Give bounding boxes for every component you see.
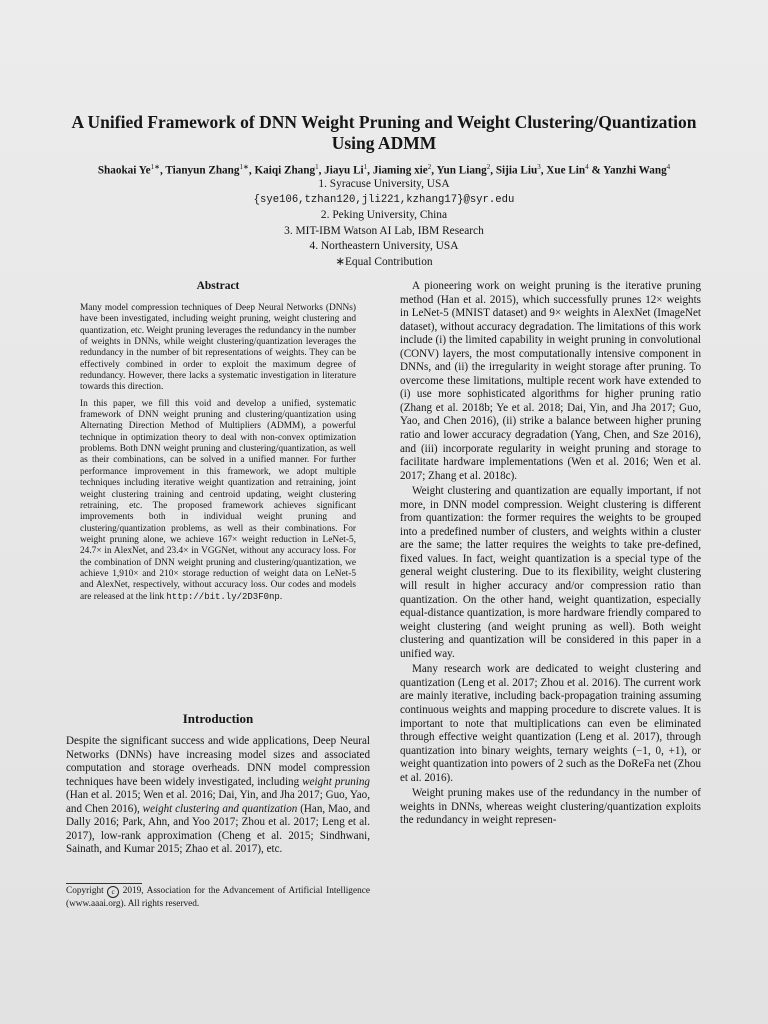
right-paragraph-2: Weight clustering and quantization are equally important, if not more, in DNN model compression. Weight clustering is different from quantization: the former requires the weights to be grouped into a predefined number of clusters, and weights within a cluster are the same; the latter requires the weights to take pre-defined, fixed values. In fact, weight quantization is a special type of the general weight clustering. Due to its flexibility, weight clustering will result in higher accuracy and/or compression ratio than quantization. On the other hand, weight quantization, especially equal-distance quantization, is more hardware friendly compared to weight clustering (and weight pruning as well). Both weight clustering and quantization will be considered in this paper in a unified way. [400, 485, 701, 660]
abstract-end-period: . [279, 591, 283, 602]
author-name: Tianyun Zhang [165, 164, 240, 177]
author-name: Sijia Liu [495, 164, 538, 177]
author-name: Xue Lin [546, 164, 586, 177]
affiliation-northeastern: 4. Northeastern University, USA [309, 240, 459, 252]
author-mark: 4 [585, 163, 589, 171]
author-mark: 2 [427, 163, 432, 171]
abstract-heading: Abstract [196, 280, 240, 292]
right-paragraph-1: A pioneering work on weight pruning is the iterative pruning method (Han et al. 2015), which successfully prunes 12× weights in LeNet-5 (MNIST dataset) and 9× weights in AlexNet (ImageNet dataset), without accuracy degradation. The limitations of this work include (i) the limited capability in weight pruning in convolutional (CONV) layers, the most computationally intensive component in DNNs, and (ii) the irregularity in weight storage after pruning. To overcome these limitations, multiple recent work have extended to (i) use more sophisticated algorithms for higher pruning ratio (Zhang et al. 2018b; Ye et al. 2018; Dai, Yin, and Jha 2017; Guo, Yao, and Chen 2016), (ii) strike a balance between higher pruning ratio and lower accuracy degradation (Yang, Chen, and Sze 2016), and (iii) incorporate regularity in weight pruning and storage to facilitate hardware implementations (Wen et al. 2016; Wen et al. 2017; Zhang et al. 2018c). [400, 280, 701, 482]
author-emails: {sye106,tzhan120,jli221,kzhang17}@syr.edu [253, 193, 515, 206]
equal-contribution-note: ∗Equal Contribution [335, 255, 433, 268]
author-mark: 2 [486, 163, 491, 171]
footnote-divider [66, 883, 142, 884]
intro-text-3: (Han, Mao, and Dally 2016; Park, Ahn, and Yoo 2017; Zhou et al. 2017; Leng et al. 2017), low-rank approximation (Cheng et al. 2015; Sindhwani, Sainath, and Kumar 2015; Zhao et al. 2017), etc. [66, 802, 370, 855]
author-mark: 1∗ [239, 163, 249, 171]
copyright-text: 2019, Association for the Advancement of Artificial Intelligence (www.aaai.org). All rights reserved. [66, 886, 370, 909]
author-mark: 1∗ [150, 163, 160, 171]
introduction-heading: Introduction [182, 711, 254, 726]
intro-emphasis-clustering: weight clustering and quantization [142, 802, 298, 815]
author-mark: 3 [537, 163, 541, 171]
author-list: Shaokai $Ye^{1∗}$, Tianyun Zhang$^{1∗}$, Kaiqi Zhang$^1$, Jiayu Li$^1$, Jiaming xie$^2$, Yun Liang$^2$, Sijia Liu$^3$, Xue Lin$^4$ & Yanzhi Wang$^4$ [97, 163, 671, 177]
author-name: Jiaming xie [372, 164, 428, 177]
code-release-link[interactable]: http://bit.ly/2D3F0np [166, 591, 280, 602]
right-column-body [400, 280, 701, 830]
intro-emphasis-pruning: weight pruning [302, 775, 370, 788]
copyright-prefix: Copyright [66, 886, 108, 896]
intro-text-1: Despite the significant success and wide applications, Deep Neural Networks (DNNs) have increasing model sizes and associated computation and storage overheads. DNN model compression techniques have been widely investigated, including [66, 735, 370, 788]
affiliation-mit-ibm: 3. MIT-IBM Watson AI Lab, IBM Research [284, 224, 484, 237]
copyright-icon: c [107, 886, 119, 898]
intro-text-2: (Han et al. 2015; Wen et al. 2016; Dai, Yin, and Jha 2017; Guo, Yao, and Chen 2016), [66, 789, 370, 815]
affiliation-syracuse: 1. Syracuse University, USA [318, 178, 450, 190]
author-mark: 1 [315, 163, 319, 171]
abstract-paragraph-1: Many model compression techniques of Deep Neural Networks (DNNs) have been investigated, including weight pruning, weight clustering and quantization, etc. Weight pruning leverages the redundancy in the number of weights in DNNs, while weight clustering/quantization leverages the redundancy in the number of bit representations of weights. They can be effectively combined in order to exploit the maximum degree of redundancy. However, there lacks a systematic investigation in literature towards this direction. [80, 303, 356, 393]
author-name: Jiayu Li [324, 164, 364, 177]
affiliations [100, 177, 668, 270]
author-name: Shaokai Ye [97, 164, 151, 177]
paper-title: A Unified Framework of DNN Weight Pruning and Weight Clustering/Quantization Using ADMM [71, 112, 697, 153]
author-name: Yanzhi Wang [603, 164, 667, 177]
right-paragraph-3: Many research work are dedicated to weight clustering and quantization (Leng et al. 2017; Zhou et al. 2016). The current work are mainly iterative, including back-propagation training assuming continuous weights and mapping procedure to discrete values. It is important to note that multiplications can even be eliminated through effective weight quantization (Leng et al. 2017), through quantization into binary weights, ternary weights (−1, 0, +1), or weight quantization into powers of 2 such as the DoReFa net (Zhou et al. 2016). [400, 663, 701, 784]
introduction-body [66, 735, 370, 857]
author-mark: 4 [666, 163, 671, 171]
author-name: Kaiqi Zhang [254, 164, 316, 177]
copyright-footnote [66, 885, 370, 910]
abstract-body [80, 303, 356, 608]
introduction-paragraph [66, 735, 370, 857]
abstract-paragraph-2 [80, 399, 356, 603]
abstract-paragraph-2-text: In this paper, we fill this void and develop a unified, systematic framework of DNN weight pruning and clustering/quantization using Alternating Direction Method of Multipliers (ADMM), a powerful technique in optimization theory to deal with non-convex optimization problems. Both DNN weight pruning and clustering/quantization, as well as their combinations, can be solved in a unified manner. For further performance improvement in this framework, we adopt multiple techniques including iterative weight quantization and retraining, joint weight clustering training and centroid updating, weight clustering retraining, etc. The proposed framework achieves significant improvements both in individual weight pruning and clustering/quantization problems, as well as their combinations. For weight pruning alone, we achieve 167× weight reduction in LeNet-5, 24.7× in AlexNet, and 23.4× in VGGNet, without any accuracy loss. For the combination of DNN weight pruning and clustering/quantization, we achieve 1,910× and 210× storage reduction of weight data on LeNet-5 and AlexNet, respectively, without accuracy loss. Our codes and models are released at the link [80, 398, 356, 602]
author-name: Yun Liang [436, 164, 487, 177]
right-paragraph-4: Weight pruning makes use of the redundancy in the number of weights in DNNs, whereas weight clustering/quantization exploits the redundancy in weight represen- [400, 787, 701, 827]
author-mark: 1 [363, 163, 368, 171]
affiliation-peking: 2. Peking University, China [320, 209, 448, 221]
